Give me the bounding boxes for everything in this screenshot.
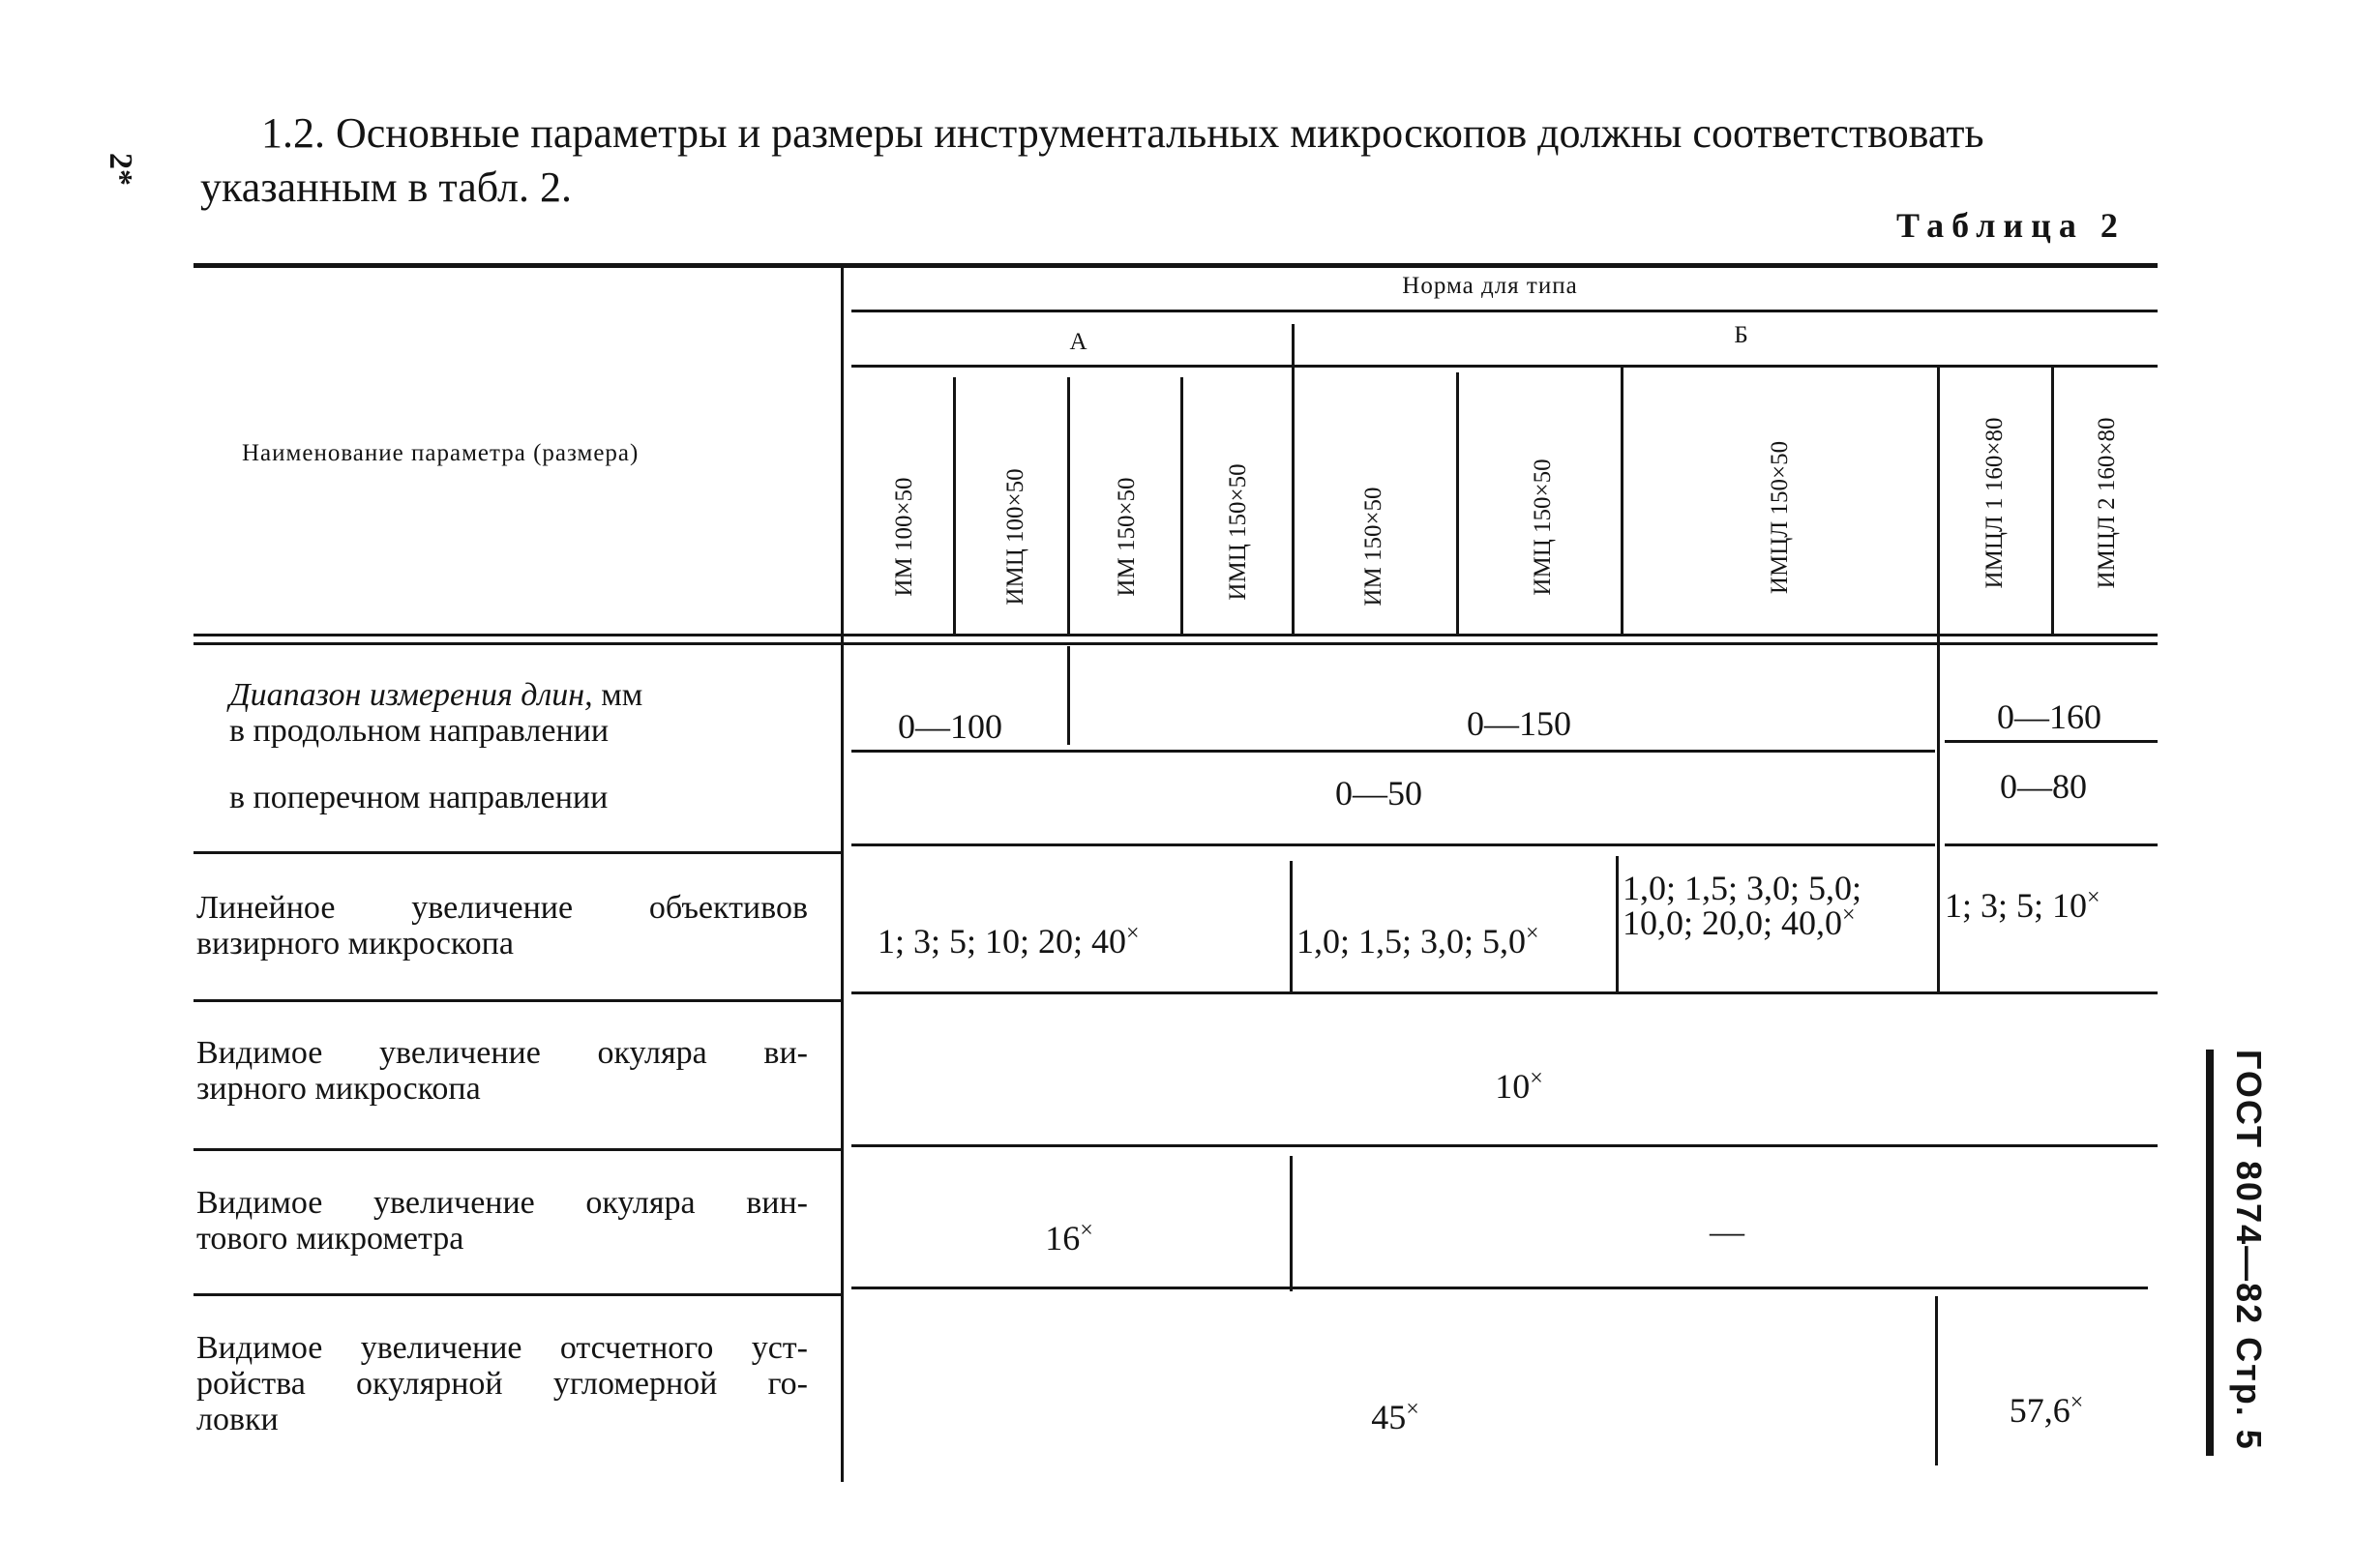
row-label-eyepiece-sight: Видимое увеличение окуляра ви- зирного микроскопа: [196, 1035, 808, 1107]
row-label-range: Диапазон измерения длин, мм в продольном направлении: [229, 677, 643, 749]
param-column-header: Наименование параметра (размера): [242, 440, 640, 466]
cell-eyepiece-screw-a: 16×: [1045, 1218, 1093, 1257]
norm-header: Норма для типа: [1402, 273, 1578, 299]
model-header: ИМЦ 100×50: [1002, 468, 1028, 606]
intro-line-1: 1.2. Основные параметры и размеры инструментальных микроскопов должны соответствовать: [261, 109, 1984, 157]
cell-long-right: 0—160: [1997, 697, 2101, 736]
cell-linear-a: 1; 3; 5; 10; 20; 40×: [878, 921, 1140, 961]
model-header: ИМЦЛ 1 160×80: [1981, 417, 2008, 589]
cell-linear-right: 1; 3; 5; 10×: [1945, 885, 2100, 925]
model-header: ИМ 150×50: [1360, 487, 1386, 606]
cell-long-a1: 0—100: [898, 707, 1002, 746]
group-a-header: А: [1069, 329, 1088, 355]
side-rule: [2206, 1050, 2214, 1456]
row-label-reading: Видимое увеличение отсчетного уст- ройства окулярной угломерной го- ловки: [196, 1330, 808, 1437]
cell-trans-left: 0—50: [1335, 774, 1422, 813]
cell-eyepiece-screw-b: —: [1710, 1212, 1744, 1251]
intro-line-2: указанным в табл. 2.: [200, 163, 572, 211]
model-header: ИМЦЛ 150×50: [1767, 440, 1793, 595]
row-label-eyepiece-screw: Видимое увеличение окуляра вин- тового микрометра: [196, 1185, 808, 1257]
row-label-transverse: в поперечном направлении: [229, 780, 609, 815]
cell-linear-b1: 1,0; 1,5; 3,0; 5,0×: [1296, 921, 1539, 961]
cell-eyepiece-sight: 10×: [1495, 1066, 1543, 1106]
page-mark: 2*: [103, 153, 138, 186]
model-header: ИМ 150×50: [1114, 477, 1140, 597]
cell-trans-right: 0—80: [2000, 767, 2087, 806]
cell-linear-b2: 1,0; 1,5; 3,0; 5,0; 10,0; 20,0; 40,0×: [1623, 869, 1862, 942]
side-page-header: ГОСТ 8074—82 Стр. 5: [2229, 1050, 2269, 1451]
model-header: ИМЦ 150×50: [1530, 459, 1556, 596]
model-header: ИМЦЛ 2 160×80: [2094, 417, 2120, 589]
group-b-header: Б: [1734, 322, 1749, 348]
model-header: ИМЦ 150×50: [1225, 463, 1251, 601]
row-label-linear: Линейное увеличение объективов визирного микроскопа: [196, 890, 808, 962]
model-header: ИМ 100×50: [891, 477, 917, 597]
cell-long-mid: 0—150: [1467, 704, 1571, 743]
cell-reading-right: 57,6×: [2009, 1390, 2084, 1430]
cell-reading-left: 45×: [1371, 1397, 1419, 1436]
table-label: Таблица 2: [1896, 206, 2126, 245]
